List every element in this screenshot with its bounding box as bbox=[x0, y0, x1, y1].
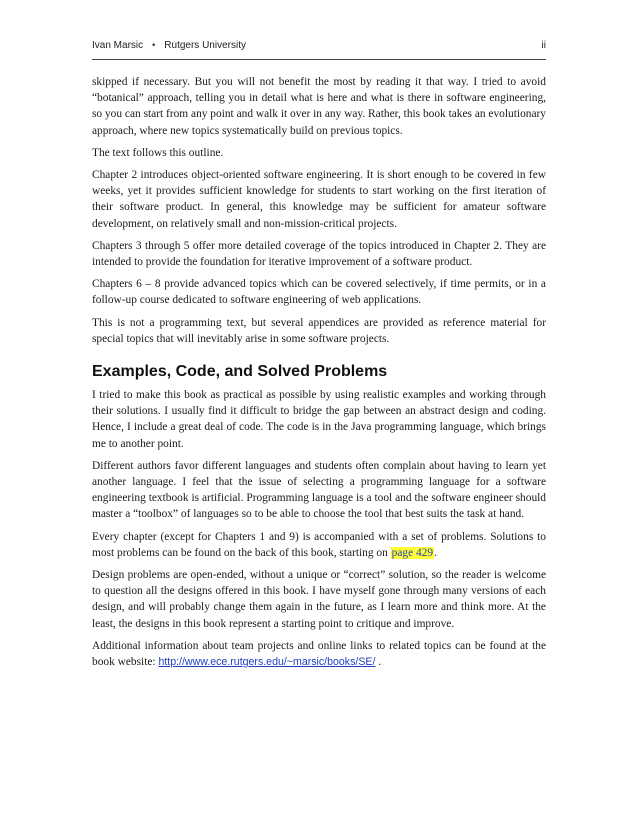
paragraph-intro-6: This is not a programming text, but several appendices are provided as reference material for special topics that will inevitably arise in some software projects. bbox=[92, 316, 546, 345]
paragraph-intro-4: Chapters 3 through 5 offer more detailed coverage of the topics introduced in Chapter 2. They are intended to provide the foundation for iterative improvement of a software product. bbox=[92, 239, 546, 269]
header-rule bbox=[92, 59, 546, 60]
paragraph-website bbox=[92, 638, 546, 670]
header-author: Ivan Marsic bbox=[92, 40, 144, 51]
section-heading: Examples, Code, and Solved Problems bbox=[92, 363, 388, 381]
header-separator: • bbox=[152, 40, 156, 50]
problems-after: . bbox=[434, 546, 437, 559]
paragraph-section-1: I tried to make this book as practical as possible by using realistic examples and working through their solutions. I usually find it difficult to bridge the gap between an abstract design and coding. Hence, I include a great deal of code. The code is in the Java programming language, which brings me to another point. bbox=[92, 389, 546, 450]
problems-text: Every chapter (except for Chapters 1 and 9) is accompanied with a set of problems. Solutions to most problems can be found on the back of this book, starting on bbox=[92, 530, 546, 559]
website-link[interactable]: http://www.ece.rutgers.edu/~marsic/books/SE/ bbox=[158, 656, 376, 669]
paragraph-design: Design problems are open-ended, without a unique or “correct” solution, so the reader is welcome to question all the designs offered in this book. I have myself gone through many versions of each design, and will probably change them again in the future, as I learn more and think more. At the least, the designs in this book represent a starting point to critique and improve. bbox=[92, 569, 546, 630]
page-content bbox=[92, 74, 546, 676]
website-text: Additional information about team projects and online links to related topics can be found at the book website: bbox=[92, 639, 546, 669]
website-after: . bbox=[375, 656, 382, 669]
header-left bbox=[92, 40, 246, 51]
paragraph-intro-2: The text follows this outline. bbox=[92, 146, 224, 159]
paragraph-intro-3: Chapter 2 introduces object-oriented software engineering. It is short enough to be covered in few weeks, yet it provides sufficient knowledge for students to start working on the first iteration of their software product. In general, this knowledge may be sufficient for amateur software development, on relatively small and non-mission-critical projects. bbox=[92, 169, 546, 230]
page-header bbox=[92, 40, 546, 56]
paragraph-intro-5: Chapters 6 – 8 provide advanced topics which can be covered selectively, if time permits, or in a follow-up course dedicated to software engineering of web applications. bbox=[92, 278, 546, 307]
header-institution: Rutgers University bbox=[164, 40, 246, 51]
paragraph-section-2: Different authors favor different languages and students often complain about having to learn yet another language. I feel that the issue of selecting a programming language for a software engineering textbook is artificial. Programming language is a tool and the software engineer should master a “toolbox” of languages so to be able to choose the tool that best suits the task at hand. bbox=[92, 459, 546, 521]
header-page-number: ii bbox=[541, 40, 546, 51]
paragraph-problems bbox=[92, 529, 546, 561]
paragraph-intro-1: skipped if necessary. But you will not benefit the most by reading it that way. I tried to avoid “botanical” approach, telling you in detail what is here and what is there in software engineering, so you can start from any point and walk it over in any way. Rather, this book takes an evolutionary approach, where new topics systematically build on previous topics. bbox=[92, 76, 547, 137]
page-429-link[interactable]: page 429 bbox=[391, 546, 434, 559]
